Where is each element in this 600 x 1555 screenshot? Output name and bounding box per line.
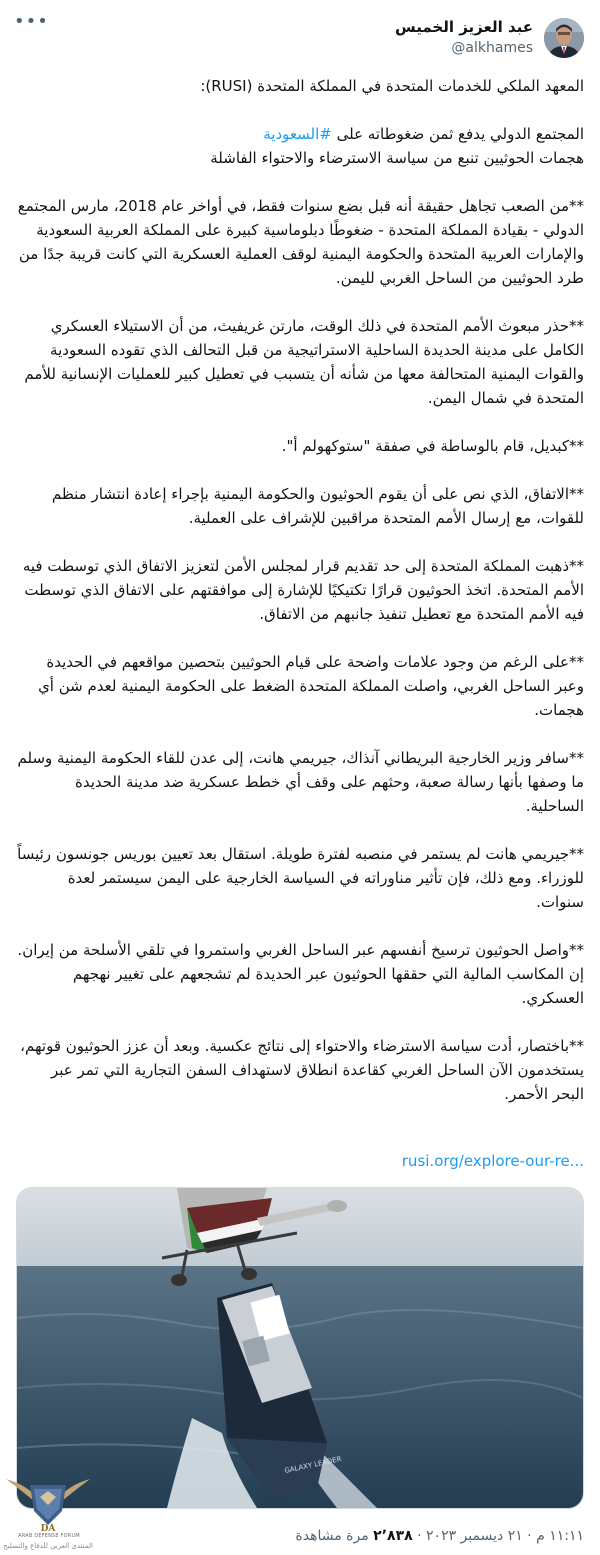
tweet-paragraph: **حذر مبعوث الأمم المتحدة في ذلك الوقت، مارتن غريفيث، من أن الاستيلاء العسكري الكامل على مدينة الحديدة الساحلية الاستراتيجية من قبل التحالف الذي تقوده السعودية والقوات اليمنية المتحالفة معها من شأنه أن يتسبب في تعطيل كبير للعمليات الإنسانية للأمم المتحدة في شمال اليمن. <box>24 317 584 407</box>
tweet-paragraph: **على الرغم من وجود علامات واضحة على قيام الحوثيين بتحصين مواقعهم في الحديدة وعبر الساحل الغربي، واصلت المملكة المتحدة الضغط على الحكومة اليمنية لعدم شن أي هجمات. <box>38 653 584 719</box>
tweet-paragraph: هجمات الحوثيين تنبع من سياسة الاسترضاء والاحتواء الفاشلة <box>210 149 584 167</box>
watermark-title: ARAB DEFENSE FORUM <box>18 1533 80 1539</box>
author-handle[interactable]: @alkhames <box>451 40 533 56</box>
tweet-paragraph: **واصل الحوثيون ترسيخ أنفسهم عبر الساحل الغربي واستمروا في تلقي الأسلحة من إيران. إن المكاسب المالية التي حققها الحوثيون عبر الحديدة لم تشجعهم على تغيير نهجهم العسكري. <box>17 941 584 1007</box>
tweet-paragraph: **سافر وزير الخارجية البريطاني آنذاك، جيريمي هانت، إلى عدن للقاء الحكومة اليمنية وسلم ما وصفها بأنها رسالة صعبة، وحثهم على وقف أي خطط عسكرية ضد مدينة الحديدة الساحلية. <box>17 749 584 815</box>
tweet-paragraph: **من الصعب تجاهل حقيقة أنه قبل بضع سنوات فقط، في أواخر عام 2018، مارس المجتمع الدولي - بقيادة المملكة المتحدة - ضغوطًا دبلوماسية كبيرة على المملكة العربية السعودية والإمارات العربية المتحدة والحكومة اليمنية لوقف العملية العسكرية التي كانت قريبة جدًا من طرد الحوثيين من الساحل الغربي لليمن. <box>17 197 584 287</box>
tweet-media-image[interactable] <box>16 1187 584 1509</box>
tweet-paragraph: **كبديل، قام بالوساطة في صفقة "ستوكهولم أ". <box>281 437 584 455</box>
avatar-image <box>544 18 584 58</box>
more-options-button[interactable] <box>14 10 49 34</box>
external-link[interactable]: rusi.org/explore-our-re... <box>401 1152 584 1170</box>
tweet-meta <box>295 1528 584 1544</box>
hashtag-link[interactable]: #السعودية <box>263 125 332 143</box>
tweet-paragraph: **باختصار، أدت سياسة الاسترضاء والاحتواء إلى نتائج عكسية. وبعد أن عزز الحوثيون قوتهم، يستخدمون الآن الساحل الغربي كقاعدة انطلاق لاستهداف السفن التجارية التي تمر عبر البحر الأحمر. <box>20 1037 584 1103</box>
author-name[interactable]: عبد العزيز الخميس <box>395 18 533 36</box>
tweet-timestamp[interactable]: ١١:١١ م · ٢١ ديسمبر ٢٠٢٣ · <box>412 1528 584 1544</box>
avatar[interactable] <box>544 18 584 58</box>
tweet-header <box>0 0 600 68</box>
views-label: مرة مشاهدة <box>295 1528 374 1544</box>
watermark <box>0 1471 96 1555</box>
tweet-paragraph: **ذهبت المملكة المتحدة إلى حد تقديم قرار لمجلس الأمن لتعزيز الاتفاق الذي توسطت فيه الأمم المتحدة. اتخذ الحوثيون قرارًا تكتيكيًا للإشارة إلى موافقتهم على الاتفاق الذي توسطت فيه الأمم المتحدة مع تعطيل تنفيذ جانبهم من الاتفاق. <box>22 557 584 623</box>
tweet-text <box>16 74 584 1130</box>
tweet-paragraph: المعهد الملكي للخدمات المتحدة في المملكة المتحدة (RUSI): <box>200 77 584 95</box>
tweet-paragraph: **جيريمي هانت لم يستمر في منصبه لفترة طويلة. استقال بعد تعيين بوريس جونسون رئيساً للوزراء. ومع ذلك، فإن تأثير مناوراته في السياسة الخارجية على اليمن سيستمر لعدة سنوات. <box>17 845 584 911</box>
ship-name-label: GALAXY LEADER <box>283 1455 343 1475</box>
tweet-paragraph <box>16 122 584 146</box>
svg-text:DA: DA <box>40 1524 56 1533</box>
tweet-text-segment: المجتمع الدولي يدفع ثمن ضغوطاته على <box>331 125 584 143</box>
watermark-subtitle: المنتدى العربي للدفاع والتسليح <box>3 1542 93 1550</box>
arab-defense-forum-logo <box>0 1471 96 1533</box>
helicopter-over-ship-image <box>17 1188 583 1508</box>
ellipsis-icon: ••• <box>14 11 49 32</box>
views-count: ٢٬٨٣٨ <box>373 1528 413 1544</box>
tweet-paragraph: **الاتفاق، الذي نص على أن يقوم الحوثيون والحكومة اليمنية بإجراء إعادة انتشار منظم للقوات، مع إرسال الأمم المتحدة مراقبين للإشراف على العملية. <box>51 485 584 527</box>
